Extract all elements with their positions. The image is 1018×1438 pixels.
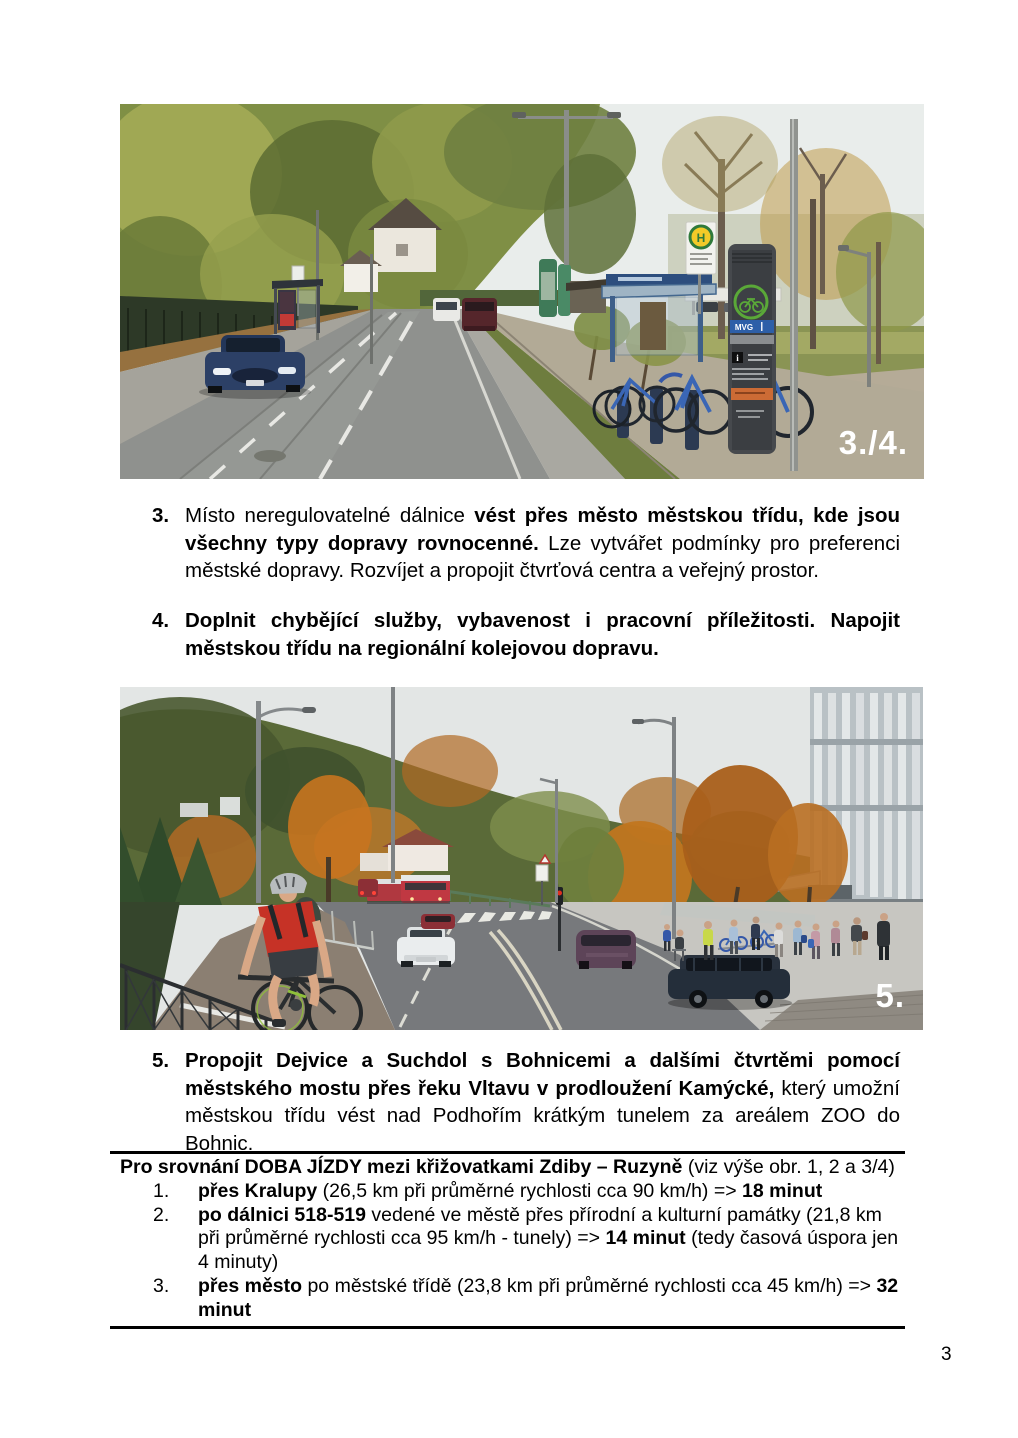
comparison-item-3-text: přes město po městské třídě (23,8 km při průměrné rychlosti cca 45 km/h) => 32 minut <box>198 1274 899 1321</box>
travel-time-comparison-box <box>110 1151 905 1329</box>
bus-sign-letter: H <box>696 231 706 245</box>
comparison-title: Pro srovnání DOBA JÍZDY mezi křižovatkami Zdiby – Ruzyně (viz výše obr. 1, 2 a 3/4) <box>120 1156 895 1178</box>
page-number: 3 <box>941 1344 952 1365</box>
list-item-5-text: Propojit Dejvice a Suchdol s Bohnicemi a dalšími čtvrtěmi pomocí městského mostu přes řeku Vltavu v prodloužení Kamýcké, který umožní městskou třídu vést nad Podhořím krátkým tunelem za areálem ZOO do Bohnic. <box>185 1049 901 1155</box>
list-item-3 <box>152 502 900 585</box>
comparison-item-2-text: po dálnici 518-519 vedené ve městě přes přírodní a kulturní památky (21,8 km při průměrné rychlosti cca 95 km/h - tunely) => 14 minut (tedy časová úspora jen 4 minuty) <box>198 1203 899 1274</box>
red-car <box>421 914 455 929</box>
comparison-item-1-number: 1. <box>153 1179 170 1202</box>
purple-minivan <box>576 930 636 969</box>
comparison-item-3-number: 3. <box>153 1274 170 1297</box>
estate-car-dark <box>668 955 792 1010</box>
list-item-4-text: Doplnit chybějící služby, vybavenost i pracovní příležitosti. Napojit městskou třídu na regionální kolejovou dopravu. <box>185 609 900 660</box>
photo-bridge-cyclist-tram <box>120 687 923 1030</box>
list-item-3-text: Místo neregulovatelné dálnice vést přes město městskou třídu, kde jsou všechny typy dopravy rovnocenné. Lze vytvářet podmínky pro preferenci městské dopravy. Rozvíjet a propojit čtvrťová centra a veřejný prostor. <box>185 504 901 582</box>
svg-text:i: i <box>736 353 739 363</box>
list-item-5-number: 5. <box>152 1049 170 1072</box>
comparison-item-2-number: 2. <box>153 1203 170 1226</box>
photo1-scene <box>120 104 924 479</box>
trams <box>358 875 450 904</box>
comparison-item-3 <box>110 1275 905 1323</box>
photo-street-bus-stop-bike-share <box>120 104 924 479</box>
photo2-scene <box>120 687 923 1030</box>
comparison-item-2 <box>110 1204 905 1275</box>
comparison-item-1-text: přes Kralupy (26,5 km při průměrné rychlosti cca 90 km/h) => 18 minut <box>198 1179 823 1202</box>
comparison-item-1 <box>110 1180 905 1204</box>
totem-brand-text: MVG <box>734 323 754 332</box>
list-item-4 <box>152 607 900 662</box>
list-item-4-number: 4. <box>152 609 170 632</box>
bike-share-totem <box>728 244 776 454</box>
photo1-label: 3./4. <box>838 424 908 461</box>
list-item-3-number: 3. <box>152 504 170 527</box>
photo2-label: 5. <box>875 977 905 1014</box>
list-item-5 <box>152 1047 900 1157</box>
